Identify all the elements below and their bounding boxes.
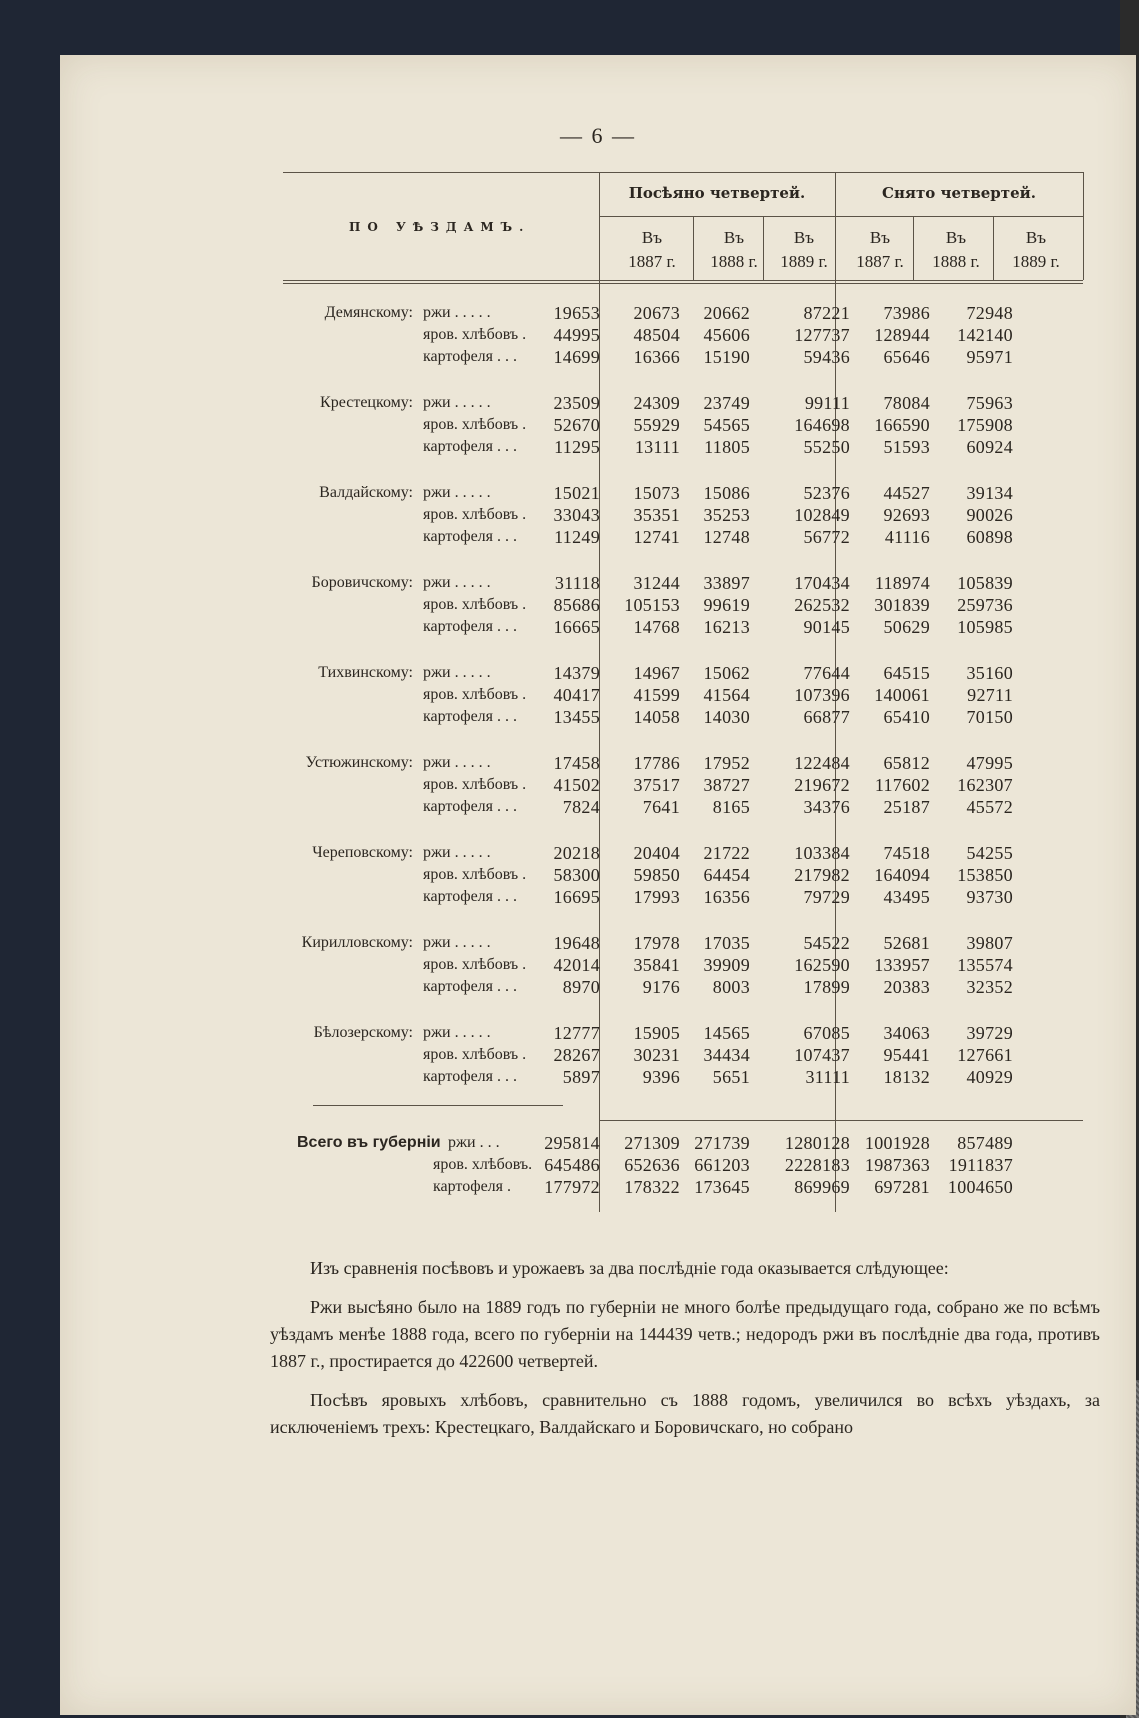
table-cell: 8003	[712, 977, 750, 997]
table-cell: 56772	[803, 527, 850, 547]
district-name: Боровичскому:	[311, 574, 413, 591]
table-cell: 16695	[553, 887, 600, 907]
table-cell: 20673	[633, 303, 680, 323]
table-cell: 33897	[703, 573, 750, 593]
table-cell: 170434	[794, 573, 850, 593]
crop-label: яров. хлѣбовъ .	[423, 866, 527, 883]
table-cell: 59436	[803, 347, 850, 367]
year-header-prefix: Въ	[869, 228, 891, 247]
table-cell: 128944	[874, 325, 930, 345]
district-name: Бѣлозерскому:	[313, 1024, 413, 1041]
crop-label: ржи . . . . .	[423, 664, 491, 681]
table-cell: 162590	[794, 955, 850, 975]
table-cell: 166590	[874, 415, 930, 435]
table-cell: 107396	[794, 685, 850, 705]
table-cell: 17993	[633, 887, 680, 907]
table-cell: 142140	[957, 325, 1013, 345]
crop-label: картофеля . . .	[423, 978, 518, 995]
table-cell: 45572	[966, 797, 1013, 817]
table-cell: 7641	[642, 797, 680, 817]
table-cell: 12741	[633, 527, 680, 547]
table-cell: 9396	[642, 1067, 680, 1087]
crop-label: ржи . . . . .	[423, 934, 491, 951]
table-cell: 85686	[553, 595, 600, 615]
table-cell: 90026	[966, 505, 1013, 525]
crop-label: картофеля .	[433, 1178, 512, 1195]
header-bottom-rule-2	[283, 283, 1083, 284]
table-cell: 54565	[703, 415, 750, 435]
table-cell: 18132	[883, 1067, 930, 1087]
table-cell: 41116	[884, 527, 930, 547]
table-cell: 103384	[794, 843, 850, 863]
crop-label: яров. хлѣбовъ .	[423, 1046, 527, 1063]
table-cell: 55929	[633, 415, 680, 435]
page-number: — 6 —	[560, 123, 636, 148]
crop-label: яров. хлѣбовъ .	[423, 326, 527, 343]
table-cell: 295814	[544, 1133, 600, 1153]
table-cell: 35253	[703, 505, 750, 525]
table-cell: 34376	[803, 797, 850, 817]
table-cell: 118974	[874, 573, 930, 593]
table-cell: 162307	[957, 775, 1013, 795]
table-cell: 135574	[957, 955, 1013, 975]
table-cell: 37517	[633, 775, 680, 795]
table-cell: 95971	[966, 347, 1013, 367]
table-cell: 16366	[633, 347, 680, 367]
crop-label: картофеля . . .	[423, 618, 518, 635]
table-cell: 59850	[633, 865, 680, 885]
table-cell: 55250	[803, 437, 850, 457]
table-cell: 39909	[703, 955, 750, 975]
header-sown: Посѣяно четвертей.	[628, 184, 806, 202]
table-cell: 92693	[883, 505, 930, 525]
crop-label: ржи . . . . .	[423, 304, 491, 321]
table-cell: 8970	[562, 977, 600, 997]
table-cell: 127661	[957, 1045, 1013, 1065]
crop-label: картофеля . . .	[423, 438, 518, 455]
table-cell: 17952	[703, 753, 750, 773]
crop-label: картофеля . . .	[423, 1068, 518, 1085]
table-cell: 271739	[694, 1133, 750, 1153]
crop-label: картофеля . . .	[423, 888, 518, 905]
table-cell: 31118	[554, 573, 600, 593]
table-cell: 105153	[624, 595, 680, 615]
table-cell: 87221	[803, 303, 850, 323]
table-cell: 177972	[544, 1177, 600, 1197]
crop-label: яров. хлѣбовъ .	[423, 596, 527, 613]
table-cell: 65410	[883, 707, 930, 727]
table-cell: 77644	[803, 663, 850, 683]
table-cell: 652636	[624, 1155, 680, 1175]
table-cell: 99111	[804, 393, 850, 413]
table-cell: 16356	[703, 887, 750, 907]
table-cell: 15062	[703, 663, 750, 683]
table-cell: 20383	[883, 977, 930, 997]
table-cell: 50629	[883, 617, 930, 637]
year-header	[695, 226, 773, 274]
paragraph: Изъ сравненія посѣвовъ и урожаевъ за два послѣдніе года оказывается слѣдующее:	[310, 1258, 949, 1278]
table-cell: 1004650	[947, 1177, 1013, 1197]
table-cell: 15190	[703, 347, 750, 367]
table-cell: 48504	[633, 325, 680, 345]
table-cell: 17035	[703, 933, 750, 953]
table-cell: 1280128	[784, 1133, 850, 1153]
table-cell: 93730	[966, 887, 1013, 907]
table-cell: 78084	[883, 393, 930, 413]
table-cell: 105839	[957, 573, 1013, 593]
table-cell: 259736	[957, 595, 1013, 615]
crop-label: яров. хлѣбовъ .	[423, 506, 527, 523]
table-cell: 70150	[966, 707, 1013, 727]
table-cell: 30231	[633, 1045, 680, 1065]
table-cell: 19653	[553, 303, 600, 323]
table-cell: 74518	[883, 843, 930, 863]
table-cell: 17978	[633, 933, 680, 953]
table-cell: 43495	[883, 887, 930, 907]
table-cell: 217982	[794, 865, 850, 885]
table-cell: 42014	[553, 955, 600, 975]
table-cell: 7824	[562, 797, 600, 817]
table-cell: 45606	[703, 325, 750, 345]
crop-label: ржи . . .	[448, 1134, 500, 1151]
year-header-prefix: Въ	[793, 228, 815, 247]
table-cell: 41502	[553, 775, 600, 795]
table-cell: 20218	[553, 843, 600, 863]
crop-label: картофеля . . .	[423, 348, 518, 365]
table-cell: 92711	[967, 685, 1013, 705]
table-cell: 34063	[883, 1023, 930, 1043]
table-cell: 140061	[874, 685, 930, 705]
table-cell: 869969	[794, 1177, 850, 1197]
table-cell: 67085	[803, 1023, 850, 1043]
table-cell: 35841	[633, 955, 680, 975]
table-cell: 15021	[553, 483, 600, 503]
year-header-year: 1888 г.	[932, 252, 980, 271]
table-cell: 20404	[633, 843, 680, 863]
table-cell: 11295	[554, 437, 600, 457]
table-cell: 14379	[553, 663, 600, 683]
table-cell: 12777	[553, 1023, 600, 1043]
table-cell: 41599	[633, 685, 680, 705]
table-cell: 175908	[957, 415, 1013, 435]
table-cell: 39729	[966, 1023, 1013, 1043]
table-cell: 35351	[633, 505, 680, 525]
table-cell: 21722	[703, 843, 750, 863]
table-cell: 857489	[957, 1133, 1013, 1153]
year-header-year: 1887 г.	[856, 252, 904, 271]
table-cell: 16665	[553, 617, 600, 637]
table-cell: 11805	[704, 437, 750, 457]
table-cell: 14699	[553, 347, 600, 367]
table-cell: 17899	[803, 977, 850, 997]
year-header	[613, 226, 691, 274]
table-cell: 90145	[803, 617, 850, 637]
district-name: Кирилловскому:	[301, 934, 413, 951]
table-cell: 31244	[633, 573, 680, 593]
table-cell: 65646	[883, 347, 930, 367]
table-cell: 39807	[966, 933, 1013, 953]
year-header	[765, 226, 843, 274]
table-cell: 117602	[874, 775, 930, 795]
table-cell: 1001928	[864, 1133, 930, 1153]
table-cell: 15905	[633, 1023, 680, 1043]
year-header-prefix: Въ	[1025, 228, 1047, 247]
table-cell: 14565	[703, 1023, 750, 1043]
table-cell: 697281	[874, 1177, 930, 1197]
table-cell: 35160	[966, 663, 1013, 683]
table-cell: 122484	[794, 753, 850, 773]
year-header-year: 1889 г.	[780, 252, 828, 271]
district-name: Устюжинскому:	[305, 754, 413, 771]
crop-label: картофеля . . .	[423, 528, 518, 545]
table-top-rule	[283, 172, 1083, 173]
crop-label: ржи . . . . .	[423, 1024, 491, 1041]
table-cell: 52681	[883, 933, 930, 953]
table-cell: 14768	[633, 617, 680, 637]
table-cell: 105985	[957, 617, 1013, 637]
year-header-year: 1887 г.	[628, 252, 676, 271]
crop-label: яров. хлѣбовъ .	[423, 686, 527, 703]
table-cell: 102849	[794, 505, 850, 525]
table-cell: 65812	[883, 753, 930, 773]
crop-label: яров. хлѣбовъ .	[423, 956, 527, 973]
table-cell: 72948	[966, 303, 1013, 323]
crop-label: яров. хлѣбовъ.	[433, 1156, 533, 1173]
table-cell: 31111	[805, 1067, 850, 1087]
district-name: Демянскому:	[324, 304, 413, 321]
table-cell: 661203	[694, 1155, 750, 1175]
table-cell: 2228183	[784, 1155, 850, 1175]
table-cell: 8165	[712, 797, 750, 817]
table-cell: 17786	[633, 753, 680, 773]
table-cell: 133957	[874, 955, 930, 975]
subheader-rule	[599, 216, 1083, 217]
total-separator-right	[599, 1120, 1083, 1121]
table-cell: 40929	[966, 1067, 1013, 1087]
table-cell: 23749	[703, 393, 750, 413]
table-cell: 164698	[794, 415, 850, 435]
table-cell: 32352	[966, 977, 1013, 997]
crop-label: ржи . . . . .	[423, 394, 491, 411]
table-cell: 40417	[553, 685, 600, 705]
table-cell: 13111	[634, 437, 680, 457]
year-header	[917, 226, 995, 274]
table-cell: 15086	[703, 483, 750, 503]
col-divider	[1083, 172, 1084, 280]
col-divider	[693, 216, 694, 280]
table-cell: 25187	[883, 797, 930, 817]
crop-label: картофеля . . .	[423, 708, 518, 725]
year-header-year: 1888 г.	[710, 252, 758, 271]
crop-label: ржи . . . . .	[423, 484, 491, 501]
table-cell: 79729	[803, 887, 850, 907]
year-header-prefix: Въ	[723, 228, 745, 247]
table-cell: 20662	[703, 303, 750, 323]
table-cell: 60924	[966, 437, 1013, 457]
crop-label: ржи . . . . .	[423, 844, 491, 861]
table-cell: 15073	[633, 483, 680, 503]
table-cell: 44527	[883, 483, 930, 503]
table-cell: 33043	[553, 505, 600, 525]
table-cell: 47995	[966, 753, 1013, 773]
table-cell: 64515	[883, 663, 930, 683]
table-cell: 5897	[562, 1067, 600, 1087]
header-harvested: Снято четвертей.	[882, 184, 1036, 202]
body-text	[270, 1255, 1100, 1441]
table-cell: 52670	[553, 415, 600, 435]
table-cell: 19648	[553, 933, 600, 953]
table-cell: 58300	[553, 865, 600, 885]
table-cell: 23509	[553, 393, 600, 413]
year-header	[841, 226, 919, 274]
table-cell: 60898	[966, 527, 1013, 547]
document-page	[60, 55, 1136, 1715]
table-cell: 1911837	[948, 1155, 1013, 1175]
table-cell: 52376	[803, 483, 850, 503]
total-label: Всего въ губерніи	[297, 1134, 441, 1151]
year-header-prefix: Въ	[641, 228, 663, 247]
header-bottom-rule	[283, 280, 1083, 281]
table-cell: 14030	[703, 707, 750, 727]
table-cell: 51593	[883, 437, 930, 457]
table-cell: 95441	[883, 1045, 930, 1065]
table-cell: 14058	[633, 707, 680, 727]
table-cell: 1987363	[864, 1155, 930, 1175]
crop-label: яров. хлѣбовъ .	[423, 416, 527, 433]
table-cell: 75963	[966, 393, 1013, 413]
crop-label: картофеля . . .	[423, 798, 518, 815]
table-cell: 41564	[703, 685, 750, 705]
crop-label: ржи . . . . .	[423, 754, 491, 771]
crop-label: яров. хлѣбовъ .	[423, 776, 527, 793]
table-cell: 271309	[624, 1133, 680, 1153]
table-cell: 262532	[794, 595, 850, 615]
table-cell: 178322	[624, 1177, 680, 1197]
table-cell: 73986	[883, 303, 930, 323]
table-cell: 301839	[874, 595, 930, 615]
table-cell: 54522	[803, 933, 850, 953]
district-name: Череповскому:	[312, 844, 413, 861]
district-name: Валдайскому:	[319, 484, 413, 501]
table-cell: 14967	[633, 663, 680, 683]
table-cell: 66877	[803, 707, 850, 727]
table-cell: 99619	[703, 595, 750, 615]
table-cell: 107437	[794, 1045, 850, 1065]
table-cell: 127737	[794, 325, 850, 345]
table-cell: 54255	[966, 843, 1013, 863]
table-cell: 9176	[642, 977, 680, 997]
table-cell: 13455	[553, 707, 600, 727]
table-cell: 645486	[544, 1155, 600, 1175]
table-cell: 164094	[874, 865, 930, 885]
table-cell: 39134	[966, 483, 1013, 503]
paragraph: Посѣвъ яровыхъ хлѣбовъ, сравнительно съ 1888 годомъ, увеличился во всѣхъ уѣздахъ, за исключеніемъ трехъ: Крестецкаго, Валдайскаго и Боровичскаго, но собрано	[270, 1390, 1100, 1437]
year-header-prefix: Въ	[945, 228, 967, 247]
table-cell: 11249	[554, 527, 600, 547]
table-cell: 44995	[553, 325, 600, 345]
table-cell: 17458	[553, 753, 600, 773]
table-cell: 16213	[703, 617, 750, 637]
table-cell: 34434	[703, 1045, 750, 1065]
year-header-year: 1889 г.	[1012, 252, 1060, 271]
year-header	[997, 226, 1075, 274]
district-name: Тихвинскому:	[318, 664, 413, 681]
table-cell: 24309	[633, 393, 680, 413]
header-by-district: ПО УѢЗДАМЪ.	[349, 220, 531, 234]
paragraph: Ржи высѣяно было на 1889 годъ по губерніи не много болѣе предыдущаго года, собрано же по всѣмъ уѣздамъ менѣе 1888 года, всего по губерніи на 144439 четв.; недородъ ржи въ послѣдніе два года, противъ 1887 г., простирается до 422600 четвертей.	[270, 1297, 1100, 1371]
table-cell: 153850	[957, 865, 1013, 885]
total-separator-left	[313, 1105, 563, 1106]
district-name: Крестецкому:	[320, 394, 413, 411]
table-cell: 64454	[703, 865, 750, 885]
table-cell: 12748	[703, 527, 750, 547]
crop-label: ржи . . . . .	[423, 574, 491, 591]
table-cell: 219672	[794, 775, 850, 795]
table-cell: 28267	[553, 1045, 600, 1065]
table-cell: 38727	[703, 775, 750, 795]
table-cell: 173645	[694, 1177, 750, 1197]
table-cell: 5651	[712, 1067, 750, 1087]
